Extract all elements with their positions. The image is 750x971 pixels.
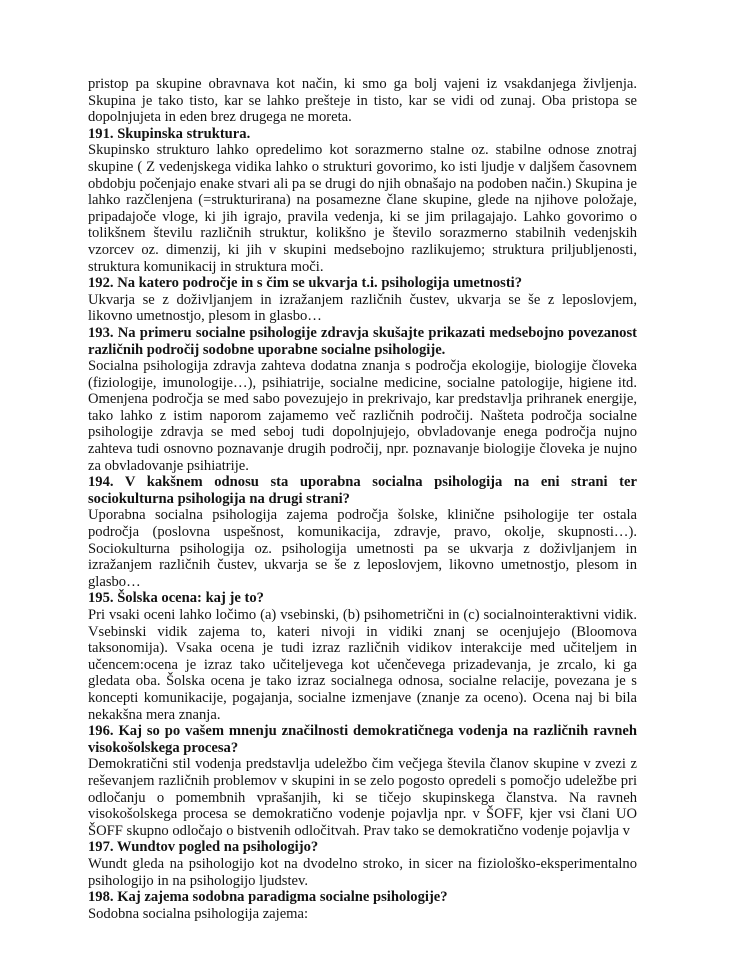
question-heading-191: 191. Skupinska struktura. [88,125,251,142]
answer-paragraph-196: Demokratični stil vodenja predstavlja udeležbo čim večjega števila članov skupine v zvezi z reševanjem različnih problemov v skupini in se zelo pogosto opredeli s pomočjo udeležbe pri odločanju o pomembnih vprašanjih, ki se tičejo skupinskega članstva. Na ravneh visokošolskega procesa se demokratično vodenje pojavlja npr. v ŠOFF, kjer vsi člani UO ŠOFF skupno odločajo o bistvenih odločitvah. Prav tako se demokratično vodenje pojavlja v [88,756,637,839]
answer-paragraph-191: Skupinsko strukturo lahko opredelimo kot sorazmerno stalne oz. stabilne odnose znotraj skupine ( Z vedenjskega vidika lahko o strukturi govorimo, ko isti ljudje v daljšem časovnem obdobju počenjajo enake stvari ali pa se drugi do njih obnašajo na podoben način.) Skupina je lahko razčlenjena (=strukturirana) na posamezne člane skupine, glede na njihove položaje, pripadajoče vloge, ki jih igrajo, pravila vedenja, ki se jim prilagajajo. Lahko govorimo o tolikšnem številu različnih struktur, kolikšno je število sorazmerno stabilnih vedenjskih vzorcev oz. dimenzij, ki jih v skupini medsebojno razlikujemo; struktura priljubljenosti, struktura komunikacij in struktura moči. [88,142,637,275]
question-heading-197: 197. Wundtov pogled na psihologijo? [88,839,319,856]
paragraph-intro: pristop pa skupine obravnava kot način, ki smo ga bolj vajeni iz vsakdanjega življenja. Skupina je tako tisto, kar se lahko prešteje in tisto, kar se vidi od zunaj. Oba pristopa se dopolnjujeta in eden brez drugega ne moreta. [88,76,637,126]
question-heading-194: 194. V kakšnem odnosu sta uporabna socialna psihologija na eni strani ter sociokulturna psihologija na drugi strani? [88,474,637,507]
answer-paragraph-197: Wundt gleda na psihologijo kot na dvodelno stroko, in sicer na fiziološko-eksperimentalno psihologijo in na psihologijo ljudstev. [88,855,637,889]
answer-paragraph-195: Pri vsaki oceni lahko ločimo (a) vsebinski, (b) psihometrični in (c) socialnointeraktivni vidik. Vsebinski vidik zajema to, kateri nivoji in vidiki znanj se ocenjujejo (Bloomova taksonomija). Vsaka ocena je tudi izraz različnih vidikov interakcije med učiteljem in učencem:ocena je izraz tako učiteljevega kot učenčevega prizadevanja, je zrcalo, ki ga gledata oba. Šolska ocena je tako izraz socialnega odnosa, socialne relacije, povezana je s koncepti komunikacije, pogajanja, socialne izmenjave (znanje za oceno). Ocena naj bi bila nekakšna mera znanja. [88,607,637,723]
question-heading-196: 196. Kaj so po vašem mnenju značilnosti demokratičnega vodenja na različnih ravneh visokošolskega procesa? [88,723,637,756]
question-heading-193: 193. Na primeru socialne psihologije zdravja skušajte prikazati medsebojno povezanost različnih področij sodobne uporabne socialne psihologije. [88,324,637,358]
question-heading-192: 192. Na katero področje in s čim se ukvarja t.i. psihologija umetnosti? [88,275,523,292]
question-heading-195: 195. Šolska ocena: kaj je to? [88,590,264,607]
document-page [88,76,637,922]
answer-paragraph-198: Sodobna socialna psihologija zajema: [88,905,309,922]
answer-paragraph-193: Socialna psihologija zdravja zahteva dodatna znanja s področja ekologije, biologije človeka (fiziologije, imunologije…), psihiatrije, socialne medicine, socialne patologije, higiene itd. Omenjena področja se med sabo povezujejo in prekrivajo, kar predstavlja prihranek energije, tako lahko z istim naporom zajamemo več različnih področij. Našteta področja socialne psihologije zdravja se med seboj tudi dopolnjujejo, obvladovanje enega področja nujno zahteva tudi osnovno poznavanje drugih področij, npr. poznavanje biologije človeka je nujno za obvladovanje psihiatrije. [88,358,637,474]
answer-paragraph-194: Uporabna socialna psihologija zajema področja šolske, klinične psihologije ter ostala področja (poslovna uspešnost, komunikacija, zdravje, pravo, okolje, skupnosti…). Sociokulturna psihologija oz. psihologija umetnosti pa se ukvarja z doživljanjem in izražanjem različnih čustev, ukvarja se še z leposlovjem, likovno umetnostjo, plesom in glasbo… [88,507,637,590]
answer-paragraph-192: Ukvarja se z doživljanjem in izražanjem različnih čustev, ukvarja se še z leposlovjem, likovno umetnostjo, plesom in glasbo… [88,291,637,325]
question-heading-198: 198. Kaj zajema sodobna paradigma socialne psihologije? [88,889,448,906]
